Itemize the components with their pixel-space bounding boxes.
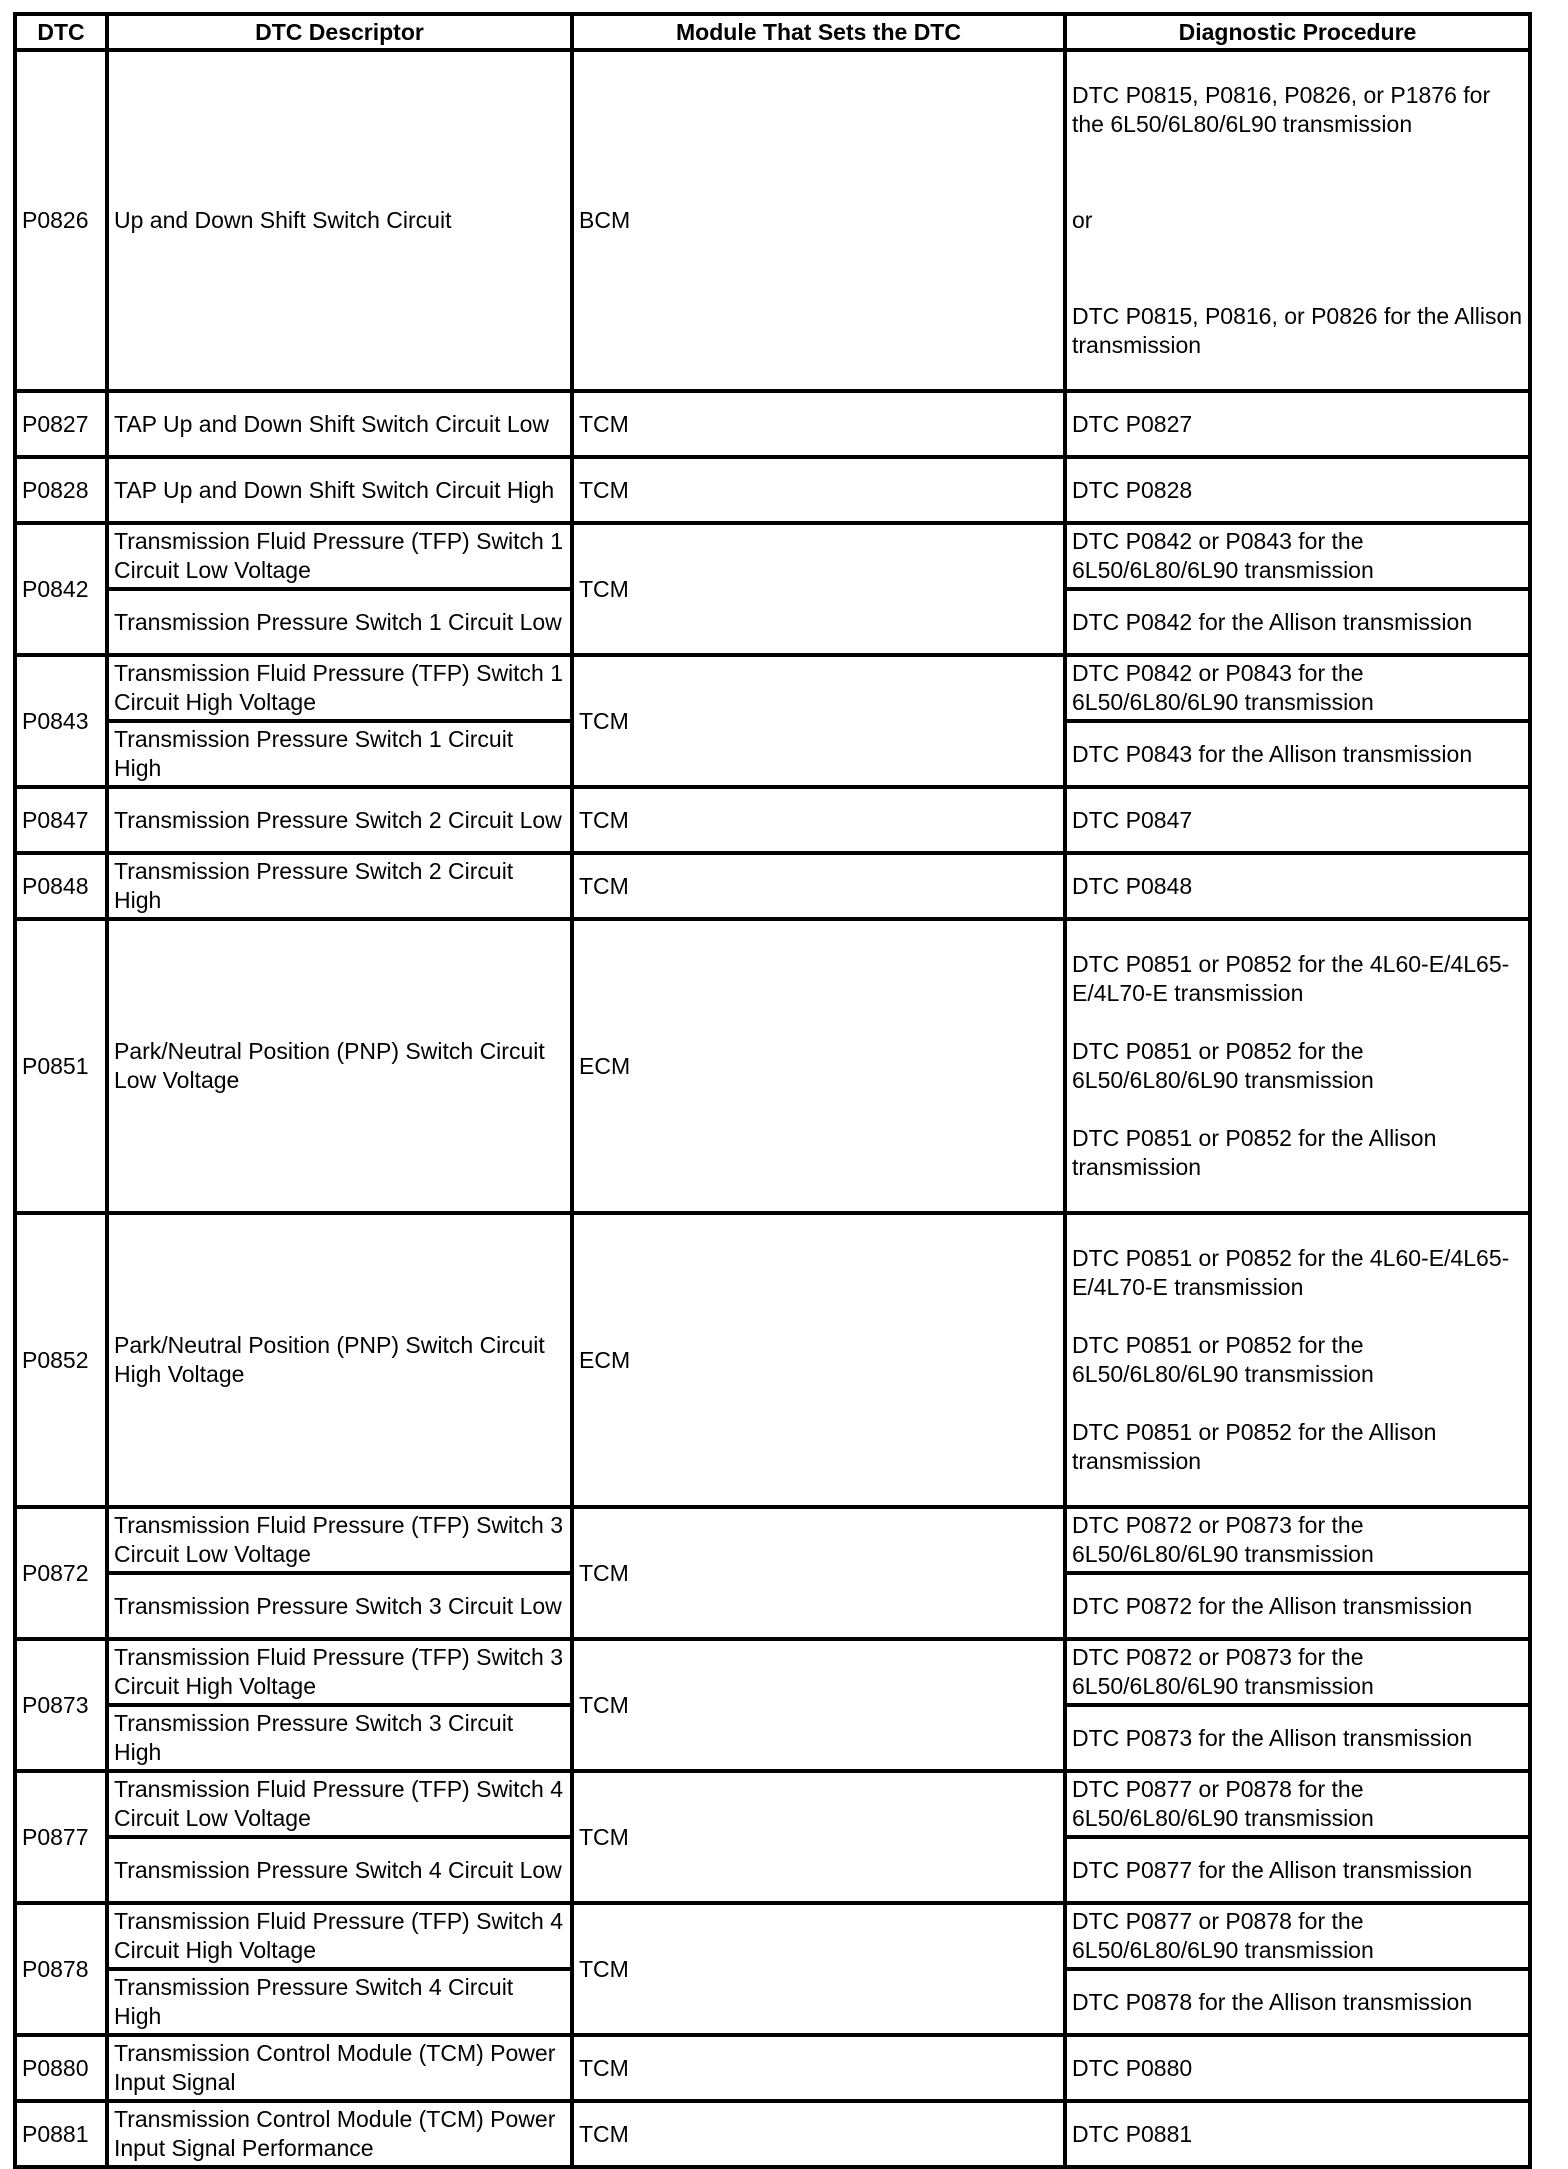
table-row	[15, 50, 1530, 391]
dtc-descriptor: Transmission Control Module (TCM) Power Input Signal	[107, 2035, 572, 2101]
dtc-module: TCM	[572, 457, 1065, 523]
dtc-code: P0847	[15, 787, 107, 853]
table-body	[15, 50, 1530, 2167]
dtc-code: P0848	[15, 853, 107, 919]
dtc-descriptor: Transmission Pressure Switch 3 Circuit High	[107, 1705, 572, 1771]
dtc-descriptor: TAP Up and Down Shift Switch Circuit Low	[107, 391, 572, 457]
header-dtc: DTC	[15, 14, 107, 50]
diagnostic-procedure	[1065, 1213, 1530, 1507]
table-row	[15, 1639, 1530, 1705]
procedure-line: or	[1072, 207, 1093, 233]
dtc-descriptor: Transmission Pressure Switch 1 Circuit Low	[107, 589, 572, 655]
diagnostic-procedure: DTC P0877 or P0878 for the 6L50/6L80/6L90 transmission	[1065, 1771, 1530, 1837]
table-row	[15, 919, 1530, 1213]
dtc-module: TCM	[572, 2101, 1065, 2167]
dtc-module: TCM	[572, 853, 1065, 919]
dtc-descriptor: Transmission Pressure Switch 1 Circuit High	[107, 721, 572, 787]
table-row	[15, 391, 1530, 457]
header-procedure: Diagnostic Procedure	[1065, 14, 1530, 50]
dtc-descriptor: Transmission Fluid Pressure (TFP) Switch 3 Circuit High Voltage	[107, 1639, 572, 1705]
diagnostic-procedure	[1065, 50, 1530, 391]
dtc-table	[13, 12, 1532, 2169]
dtc-descriptor: Transmission Fluid Pressure (TFP) Switch 4 Circuit High Voltage	[107, 1903, 572, 1969]
dtc-code: P0877	[15, 1771, 107, 1903]
procedure-line: DTC P0851 or P0852 for the 4L60-E/4L65-E/4L70-E transmission	[1072, 951, 1510, 1006]
dtc-code: P0878	[15, 1903, 107, 2035]
dtc-module: TCM	[572, 523, 1065, 655]
diagnostic-procedure: DTC P0880	[1065, 2035, 1530, 2101]
dtc-descriptor: Transmission Pressure Switch 2 Circuit High	[107, 853, 572, 919]
dtc-descriptor: Transmission Fluid Pressure (TFP) Switch 1 Circuit High Voltage	[107, 655, 572, 721]
dtc-code: P0827	[15, 391, 107, 457]
dtc-descriptor: Transmission Pressure Switch 4 Circuit Low	[107, 1837, 572, 1903]
header-module: Module That Sets the DTC	[572, 14, 1065, 50]
diagnostic-procedure: DTC P0842 or P0843 for the 6L50/6L80/6L90 transmission	[1065, 655, 1530, 721]
header-descriptor: DTC Descriptor	[107, 14, 572, 50]
procedure-line: DTC P0851 or P0852 for the Allison transmission	[1072, 1419, 1437, 1474]
dtc-code: P0881	[15, 2101, 107, 2167]
dtc-descriptor: Transmission Pressure Switch 4 Circuit High	[107, 1969, 572, 2035]
table-row	[15, 1507, 1530, 1573]
dtc-descriptor: Park/Neutral Position (PNP) Switch Circuit Low Voltage	[107, 919, 572, 1213]
dtc-code: P0880	[15, 2035, 107, 2101]
procedure-line: DTC P0851 or P0852 for the 6L50/6L80/6L90 transmission	[1072, 1332, 1374, 1387]
dtc-module: ECM	[572, 1213, 1065, 1507]
diagnostic-procedure: DTC P0847	[1065, 787, 1530, 853]
diagnostic-procedure: DTC P0827	[1065, 391, 1530, 457]
dtc-descriptor: Transmission Control Module (TCM) Power Input Signal Performance	[107, 2101, 572, 2167]
dtc-module: TCM	[572, 2035, 1065, 2101]
dtc-descriptor: Transmission Fluid Pressure (TFP) Switch 4 Circuit Low Voltage	[107, 1771, 572, 1837]
dtc-module: TCM	[572, 1771, 1065, 1903]
dtc-code: P0826	[15, 50, 107, 391]
diagnostic-procedure	[1065, 919, 1530, 1213]
procedure-line: DTC P0851 or P0852 for the 4L60-E/4L65-E/4L70-E transmission	[1072, 1245, 1510, 1300]
dtc-descriptor: Transmission Pressure Switch 2 Circuit Low	[107, 787, 572, 853]
dtc-module: BCM	[572, 50, 1065, 391]
table-row	[15, 655, 1530, 721]
procedure-line: DTC P0815, P0816, P0826, or P1876 for the 6L50/6L80/6L90 transmission	[1072, 82, 1491, 137]
dtc-code: P0873	[15, 1639, 107, 1771]
table-row	[15, 1771, 1530, 1837]
dtc-module: TCM	[572, 1903, 1065, 2035]
diagnostic-procedure: DTC P0877 or P0878 for the 6L50/6L80/6L90 transmission	[1065, 1903, 1530, 1969]
dtc-code: P0872	[15, 1507, 107, 1639]
diagnostic-procedure: DTC P0848	[1065, 853, 1530, 919]
table-row	[15, 853, 1530, 919]
dtc-module: TCM	[572, 1507, 1065, 1639]
table-header	[15, 14, 1530, 50]
diagnostic-procedure: DTC P0878 for the Allison transmission	[1065, 1969, 1530, 2035]
dtc-code: P0851	[15, 919, 107, 1213]
table-row	[15, 2035, 1530, 2101]
dtc-descriptor: Transmission Fluid Pressure (TFP) Switch 1 Circuit Low Voltage	[107, 523, 572, 589]
diagnostic-procedure: DTC P0872 or P0873 for the 6L50/6L80/6L90 transmission	[1065, 1639, 1530, 1705]
dtc-code: P0843	[15, 655, 107, 787]
dtc-module: TCM	[572, 391, 1065, 457]
table-row	[15, 457, 1530, 523]
diagnostic-procedure: DTC P0828	[1065, 457, 1530, 523]
diagnostic-procedure: DTC P0842 for the Allison transmission	[1065, 589, 1530, 655]
dtc-descriptor: Transmission Pressure Switch 3 Circuit Low	[107, 1573, 572, 1639]
dtc-descriptor: Up and Down Shift Switch Circuit	[107, 50, 572, 391]
diagnostic-procedure: DTC P0873 for the Allison transmission	[1065, 1705, 1530, 1771]
diagnostic-procedure: DTC P0877 for the Allison transmission	[1065, 1837, 1530, 1903]
table-row	[15, 787, 1530, 853]
dtc-code: P0828	[15, 457, 107, 523]
dtc-code: P0842	[15, 523, 107, 655]
table-row	[15, 1213, 1530, 1507]
diagnostic-procedure: DTC P0872 or P0873 for the 6L50/6L80/6L90 transmission	[1065, 1507, 1530, 1573]
dtc-code: P0852	[15, 1213, 107, 1507]
table-row	[15, 523, 1530, 589]
dtc-descriptor: Transmission Fluid Pressure (TFP) Switch 3 Circuit Low Voltage	[107, 1507, 572, 1573]
diagnostic-procedure: DTC P0842 or P0843 for the 6L50/6L80/6L90 transmission	[1065, 523, 1530, 589]
procedure-line: DTC P0851 or P0852 for the 6L50/6L80/6L90 transmission	[1072, 1038, 1374, 1093]
dtc-descriptor: Park/Neutral Position (PNP) Switch Circuit High Voltage	[107, 1213, 572, 1507]
table-row	[15, 2101, 1530, 2167]
dtc-module: TCM	[572, 1639, 1065, 1771]
table-row	[15, 1903, 1530, 1969]
diagnostic-procedure: DTC P0843 for the Allison transmission	[1065, 721, 1530, 787]
diagnostic-procedure: DTC P0872 for the Allison transmission	[1065, 1573, 1530, 1639]
procedure-line: DTC P0851 or P0852 for the Allison transmission	[1072, 1125, 1437, 1180]
dtc-module: TCM	[572, 787, 1065, 853]
dtc-module: ECM	[572, 919, 1065, 1213]
dtc-module: TCM	[572, 655, 1065, 787]
procedure-line: DTC P0815, P0816, or P0826 for the Allison transmission	[1072, 303, 1523, 358]
dtc-descriptor: TAP Up and Down Shift Switch Circuit High	[107, 457, 572, 523]
diagnostic-procedure: DTC P0881	[1065, 2101, 1530, 2167]
